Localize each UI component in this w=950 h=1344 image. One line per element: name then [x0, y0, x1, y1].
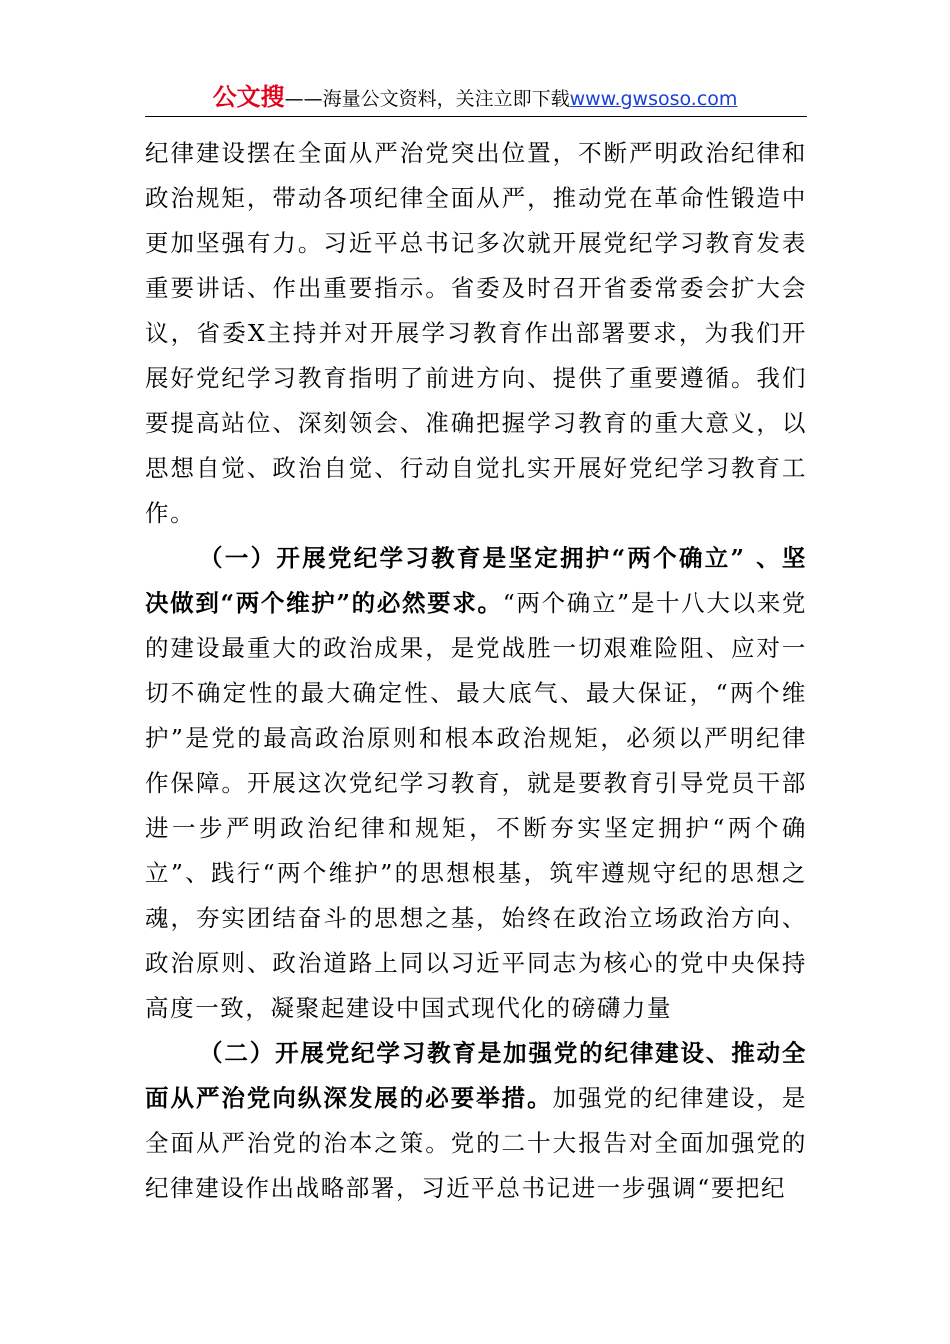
paragraph-section-two [145, 1031, 807, 1211]
document-body [145, 131, 807, 1211]
section-one-text: “两个确立”是十八大以来党的建设最重大的政治成果，是党战胜一切艰难险阻、应对一切不确定性的最大确定性、最大底气、最大保证，“两个维护”是党的最高政治原则和根本政治规矩，必须以严明纪律作保障。开展这次党纪学习教育，就是要教育引导党员干部进一步严明政治纪律和规矩，不断夯实坚定拥护“两个确立”、践行“两个维护”的思想根基，筑牢遵规守纪的思想之魂，夯实团结奋斗的思想之基，始终在政治立场政治方向、政治原则、政治道路上同以习近平同志为核心的党中央保持高度一致，凝聚起建设中国式现代化的磅礴力量 [145, 589, 807, 1022]
section-two-text: 加强党的纪律建设，是全面从严治党的治本之策。党的二十大报告对全面加强党的纪律建设作出战略部署，习近平总书记进一步强调“要把纪 [145, 1084, 807, 1202]
website-link[interactable]: www.gwsoso.com [569, 88, 738, 110]
brand-logo-text: 公文搜 [212, 83, 285, 111]
section-one-heading: （一）开展党纪学习教育是坚定拥护“两个确立” 、坚决做到“两个维护”的必然要求。 [145, 544, 807, 617]
paragraph-section-one [145, 536, 807, 1031]
section-two-heading: （二）开展党纪学习教育是加强党的纪律建设、推动全面从严治党向纵深发展的必要举措。 [145, 1039, 807, 1112]
header-slogan: ——海量公文资料，关注立即下载 [284, 88, 570, 110]
document-header [145, 80, 805, 114]
paragraph-intro: 纪律建设摆在全面从严治党突出位置，不断严明政治纪律和政治规矩，带动各项纪律全面从严，推动党在革命性锻造中更加坚强有力。习近平总书记多次就开展党纪学习教育发表重要讲话、作出重要指示。省委及时召开省委常委会扩大会议，省委X主持并对开展学习教育作出部署要求，为我们开展好党纪学习教育指明了前进方向、提供了重要遵循。我们要提高站位、深刻领会、准确把握学习教育的重大意义，以思想自觉、政治自觉、行动自觉扎实开展好党纪学习教育工作。 [145, 139, 807, 527]
header-divider [145, 116, 807, 117]
